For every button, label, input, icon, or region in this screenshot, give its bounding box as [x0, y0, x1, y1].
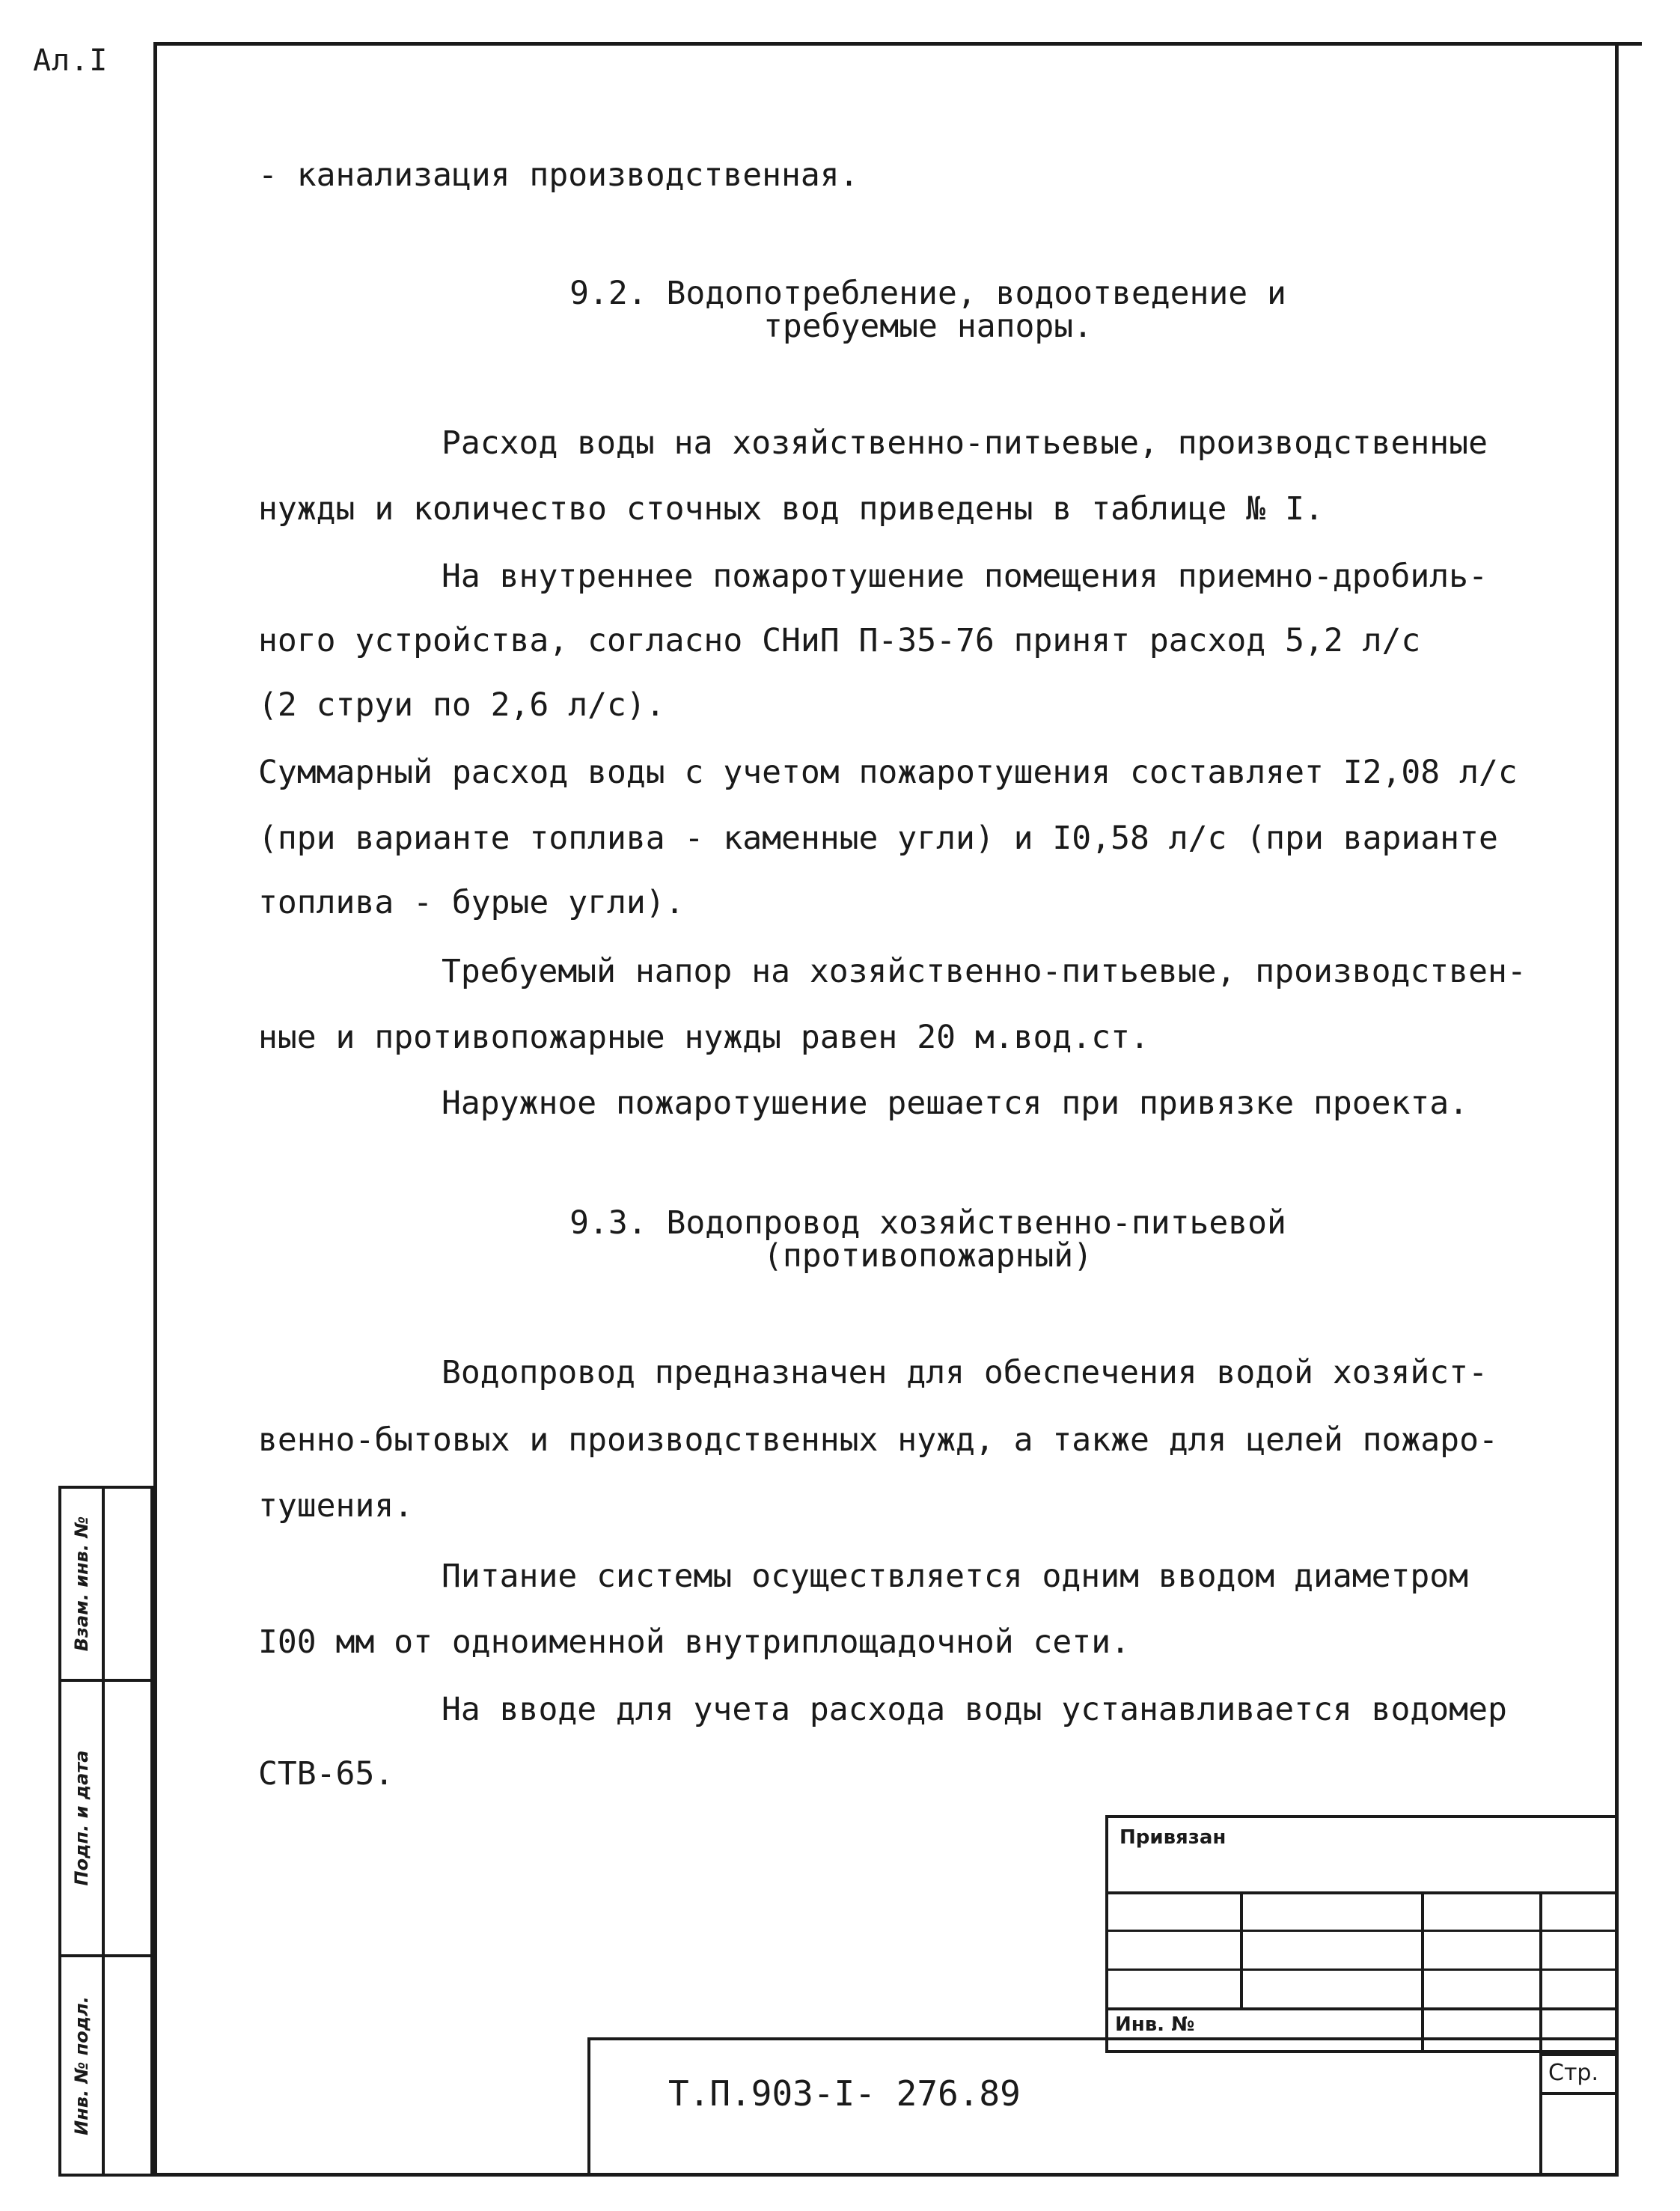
side-stamp-inv: [58, 1954, 153, 2177]
side-stamp-inv-label: Инв. № подл.: [71, 1995, 92, 2135]
text-line: На вводе для учета расхода воды устанавливается водомер: [442, 1691, 1507, 1728]
side-stamp-podp-label: Подп. и дата: [71, 1750, 92, 1886]
text-line: - канализация производственная.: [258, 156, 859, 194]
privyazan-label: Привязан: [1120, 1826, 1227, 1849]
text-line: Водопровод предназначен для обеспечения водой хозяйст-: [442, 1354, 1488, 1391]
section-heading-9-2: 9.2. Водопотребление, водоотведение и требуемые напоры.: [569, 275, 1286, 345]
side-stamp-podp: [58, 1679, 153, 1957]
page-label: Стр.: [1548, 2060, 1599, 2086]
title-block-column: [1421, 1891, 1424, 2053]
side-stamp-vzam-label: Взам. инв. №: [71, 1516, 92, 1652]
inv-no-label: Инв. №: [1115, 2013, 1195, 2036]
text-line: венно-бытовых и производственных нужд, а также для целей пожаро-: [258, 1421, 1498, 1459]
text-line: (2 струи по 2,6 л/с).: [258, 686, 665, 724]
page-cell-divider: [1539, 2092, 1619, 2095]
text-line: Питание системы осуществляется одним вводом диаметром: [442, 1558, 1469, 1595]
text-line: Расход воды на хозяйственно-питьевые, производственные: [442, 424, 1488, 462]
text-line: нужды и количество сточных вод приведены в таблице № I.: [258, 490, 1324, 528]
corner-label: Ал.I: [33, 43, 109, 78]
frame-top-extension: [1616, 42, 1642, 46]
text-line: Наружное пожаротушение решается при привязке проекта.: [442, 1085, 1469, 1122]
text-line: топлива - бурые угли).: [258, 884, 685, 921]
text-line: ные и противопожарные нужды равен 20 м.вод.ст.: [258, 1019, 1149, 1056]
section-heading-9-3: 9.3. Водопровод хозяйственно-питьевой (противопожарный): [569, 1204, 1286, 1275]
side-stamp-vzam: [58, 1486, 153, 1682]
text-line: Требуемый напор на хозяйственно-питьевые, производствен-: [442, 953, 1527, 990]
text-line: На внутреннее пожаротушение помещения приемно-дробиль-: [442, 558, 1488, 595]
text-line: ного устройства, согласно СНиП П-35-76 принят расход 5,2 л/с: [258, 622, 1421, 659]
text-line: (при варианте топлива - каменные угли) и I0,58 л/с (при варианте: [258, 820, 1498, 857]
text-line: Суммарный расход воды с учетом пожаротушения составляет I2,08 л/с: [258, 754, 1518, 791]
text-line: I00 мм от одноименной внутриплощадочной сети.: [258, 1623, 1130, 1661]
text-line: тушения.: [258, 1487, 414, 1525]
title-block-column: [1240, 1891, 1243, 2007]
text-line: СТВ-65.: [258, 1755, 394, 1793]
document-code: Т.П.903-I- 276.89: [668, 2073, 1021, 2114]
